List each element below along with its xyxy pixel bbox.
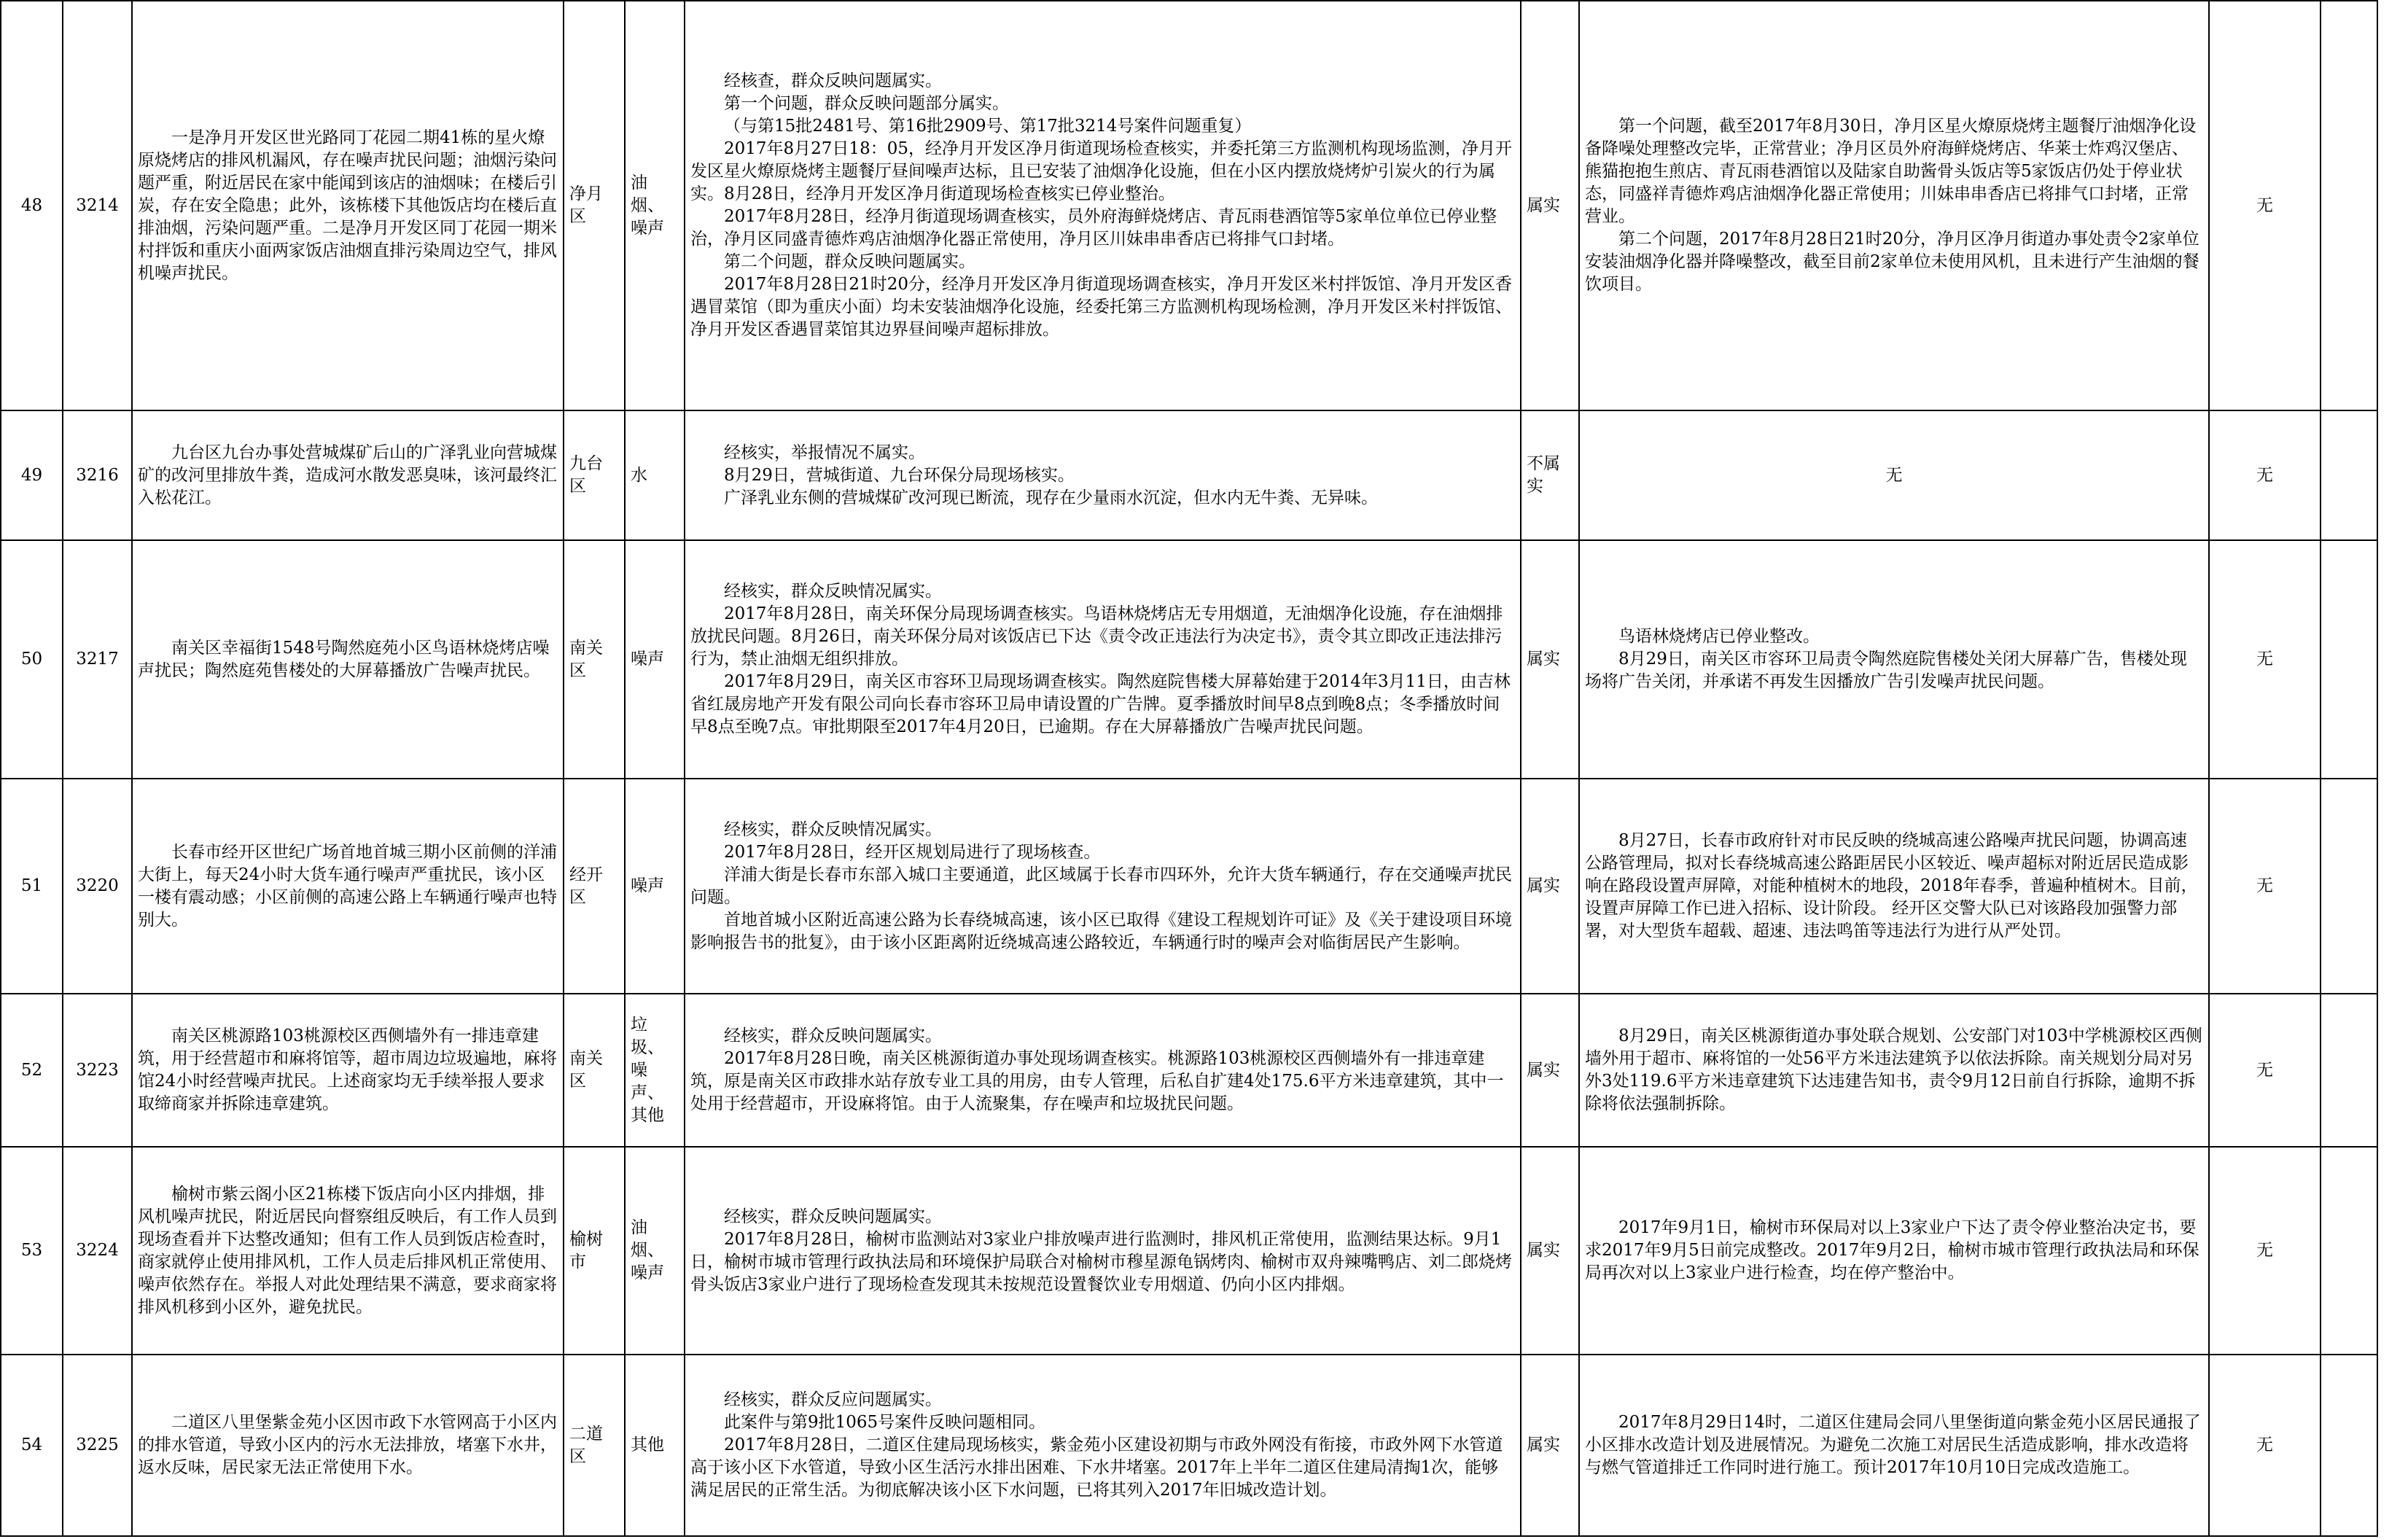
- handling-result: [1579, 1355, 2209, 1536]
- table-row: [1, 410, 2377, 540]
- remarks: [2321, 410, 2377, 540]
- verification-findings-paragraph: 第二个问题，群众反映问题属实。: [724, 252, 975, 271]
- verification-findings-paragraph: 经核查，群众反映问题属实。: [724, 71, 942, 90]
- case-id: 3224: [63, 1147, 132, 1355]
- handling-result-paragraph: 第二个问题，2017年8月28日21时20分，净月区净月街道办事处责令2家单位安装油烟净化器并降噪整改，截至目前2家单位未使用风机，且未进行产生油烟的餐饮项目。: [1585, 230, 2199, 294]
- verification-findings-paragraph: 2017年8月28日，二道区住建局现场核实，紫金苑小区建设初期与市政外网没有衔接，市政外网下水管道高于该小区下水管道，导致小区生活污水排出困难、下水井堵塞。2017年上半年二道区住建局清掏1次，能够满足居民的正常生活。为彻底解决该小区下水问题，已将其列入2017年旧城改造计划。: [690, 1435, 1503, 1500]
- verification-findings-paragraph: 经核实，群众反映情况属实。: [724, 819, 942, 839]
- verification-findings-paragraph: （与第15批2481号、第16批2909号、第17批3214号案件问题重复）: [724, 117, 1252, 136]
- verification-findings-paragraph: 2017年8月28日，经净月街道现场调查核实，员外府海鲜烧烤店、青瓦雨巷酒馆等5家单位单位已停业整治，净月区同盛青德炸鸡店油烟净化器正常使用，净月区川妹串串香店已将排气口封堵。: [690, 207, 1497, 249]
- verification-findings-paragraph: 首地首城小区附近高速公路为长春绕城高速，该小区已取得《建设工程规划许可证》及《关于建设项目环境影响报告书的批复》，由于该小区距离附近绕城高速公路较近，车辆通行时的噪声会对临街居民产生影响。: [690, 910, 1512, 952]
- case-id: 3216: [63, 410, 132, 540]
- verdict: 属实: [1521, 779, 1579, 994]
- complaint-text: [132, 994, 564, 1147]
- pollution-type: 其他: [625, 1355, 685, 1536]
- row-number: 53: [1, 1147, 63, 1355]
- table-row: [1, 540, 2377, 779]
- verification-findings: [685, 1, 1521, 410]
- verification-findings-paragraph: 广泽乳业东侧的营城煤矿改河现已断流，现存在少量雨水沉淀，但水内无牛粪、无异味。: [724, 488, 1378, 507]
- verdict: 属实: [1521, 1147, 1579, 1355]
- pollution-type: 噪声: [625, 540, 685, 779]
- verification-findings: [685, 994, 1521, 1147]
- accountability: 无: [2209, 994, 2321, 1147]
- district: 二道区: [564, 1355, 625, 1536]
- district: 经开区: [564, 779, 625, 994]
- case-id: 3214: [63, 1, 132, 410]
- remarks: [2321, 1147, 2377, 1355]
- complaint-text: [132, 779, 564, 994]
- complaint-paragraph: 九台区九台办事处营城煤矿后山的广泽乳业向营城煤矿的改河里排放牛粪，造成河水散发恶臭味，该河最终汇入松花江。: [138, 443, 557, 507]
- verification-findings-paragraph: 2017年8月28日，经开区规划局进行了现场核查。: [724, 842, 1101, 862]
- verification-findings-paragraph: 经核实，群众反映问题属实。: [724, 1026, 942, 1045]
- case-id: 3223: [63, 994, 132, 1147]
- complaint-paragraph: 二道区八里堡紫金苑小区因市政下水管网高于小区内的排水管道，导致小区内的污水无法排放，堵塞下水井，返水反味，居民家无法正常使用下水。: [138, 1413, 557, 1477]
- district: 九台区: [564, 410, 625, 540]
- verdict: 属实: [1521, 994, 1579, 1147]
- verification-findings-paragraph: 2017年8月29日，南关区市容环卫局现场调查核实。陶然庭院售楼大屏幕始建于2014年3月11日，由吉林省红晟房地产开发有限公司向长春市容环卫局申请设置的广告牌。夏季播放时间早8点到晚8点；冬季播放时间早8点至晚7点。审批期限至2017年4月20日，已逾期。存在大屏幕播放广告噪声扰民问题。: [690, 672, 1511, 736]
- complaint-paragraph: 南关区幸福街1548号陶然庭苑小区鸟语林烧烤店噪声扰民；陶然庭苑售楼处的大屏幕播放广告噪声扰民。: [138, 638, 550, 680]
- pollution-type: 水: [625, 410, 685, 540]
- complaint-text: [132, 1355, 564, 1536]
- verification-findings-paragraph: 2017年8月28日晚，南关区桃源街道办事处现场调查核实。桃源路103桃源校区西侧墙外有一排违章建筑，原是南关区市政排水站存放专业工具的用房，由专人管理，后私自扩建4处175.6平方米违章建筑，其中一处用于经营超市，开设麻将馆。由于人流聚集，存在噪声和垃圾扰民问题。: [690, 1049, 1504, 1113]
- handling-result-paragraph: 第一个问题，截至2017年8月30日，净月区星火燎原烧烤主题餐厅油烟净化设备降噪处理整改完毕，正常营业；净月区员外府海鲜烧烤店、华莱士炸鸡汉堡店、熊猫抱抱生煎店、青瓦雨巷酒馆以及陆家自助酱骨头饭店等5家饭店仍处于停业状态，同盛祥青德炸鸡店油烟净化器正常使用；川妹串串香店已将排气口封堵，正常营业。: [1585, 117, 2197, 226]
- row-number: 49: [1, 410, 63, 540]
- handling-result: [1579, 1, 2209, 410]
- case-id: 3225: [63, 1355, 132, 1536]
- complaint-paragraph: 榆树市紫云阁小区21栋楼下饭店向小区内排烟，排风机噪声扰民，附近居民向督察组反映后，有工作人员到现场查看并下达整改通知；但有工作人员到饭店检查时，商家就停止使用排风机，工作人员走后排风机正常使用、噪声依然存在。举报人对此处理结果不满意，要求商家将排风机移到小区外，避免扰民。: [138, 1184, 557, 1317]
- complaint-text: [132, 1, 564, 410]
- verification-findings-paragraph: 2017年8月28日，榆树市监测站对3家业户排放噪声进行监测时，排风机正常使用，监测结果达标。9月1日，榆树市城市管理行政执法局和环境保护局联合对榆树市穆星源龟锅烤肉、榆树市双舟辣嘴鸭店、刘二郎烧烤骨头饭店3家业户进行了现场检查发现其未按规范设置餐饮业专用烟道、仍向小区内排烟。: [690, 1229, 1512, 1294]
- verification-findings-paragraph: 此案件与第9批1065号案件反映问题相同。: [724, 1413, 1046, 1432]
- accountability: 无: [2209, 1355, 2321, 1536]
- handling-result-paragraph: 无: [1885, 465, 1903, 485]
- complaint-paragraph: 一是净月开发区世光路同丁花园二期41栋的星火燎原烧烤店的排风机漏风，存在噪声扰民问题；油烟污染问题严重，附近居民在家中能闻到该店的油烟味；在楼后引炭，存在安全隐患；此外，该栋楼下其他饭店均在楼后直排油烟，污染问题严重。二是净月开发区同丁花园一期米村拌饭和重庆小面两家饭店油烟直排污染周边空气，排风机噪声扰民。: [138, 128, 557, 283]
- remarks: [2321, 994, 2377, 1147]
- verification-findings: [685, 410, 1521, 540]
- case-id: 3220: [63, 779, 132, 994]
- accountability: 无: [2209, 1147, 2321, 1355]
- remarks: [2321, 540, 2377, 779]
- table-row: [1, 1147, 2377, 1355]
- handling-result-paragraph: 8月29日，南关区桃源街道办事处联合规划、公安部门对103中学桃源校区西侧墙外用于超市、麻将馆的一处56平方米违法建筑予以依法拆除。南关规划分局对另外3处119.6平方米违章建筑下达违建告知书，责令9月12日前自行拆除，逾期不拆除将依法强制拆除。: [1585, 1026, 2202, 1113]
- handling-result-paragraph: 2017年9月1日，榆树市环保局对以上3家业户下达了责令停业整治决定书，要求2017年9月5日前完成整改。2017年9月2日，榆树市城市管理行政执法局和环保局再次对以上3家业户进行检查，均在停产整治中。: [1585, 1218, 2199, 1282]
- row-number: 52: [1, 994, 63, 1147]
- verification-findings-paragraph: 2017年8月27日18：05，经净月开发区净月街道现场检查核实，并委托第三方监测机构现场监测，净月开发区星火燎原烧烤主题餐厅昼间噪声达标，且已安装了油烟净化设施，但在小区内摆放烧烤炉引炭火的行为属实。8月28日，经净月开发区净月街道现场检查核实已停业整治。: [690, 139, 1512, 203]
- remarks: [2321, 1355, 2377, 1536]
- handling-result-paragraph: 8月27日，长春市政府针对市民反映的绕城高速公路噪声扰民问题，协调高速公路管理局，拟对长春绕城高速公路距居民小区较近、噪声超标对附近居民造成影响在路段设置声屏障，对能种植树木的地段，2018年春季，普遍种植树木。目前，设置声屏障工作已进入招标、设计阶段。 经开区交警大队已对该路段加强警力部署，对大型货车超载、超速、违法鸣笛等违法行为进行从严处罚。: [1585, 831, 2198, 940]
- complaint-text: [132, 1147, 564, 1355]
- pollution-type: 噪声: [625, 779, 685, 994]
- verification-findings: [685, 540, 1521, 779]
- verification-findings-paragraph: 2017年8月28日，南关环保分局现场调查核实。鸟语林烧烤店无专用烟道，无油烟净化设施，存在油烟排放扰民问题。8月26日，南关环保分局对该饭店已下达《责令改正违法行为决定书》，责令其立即改正违法排污行为，禁止油烟无组织排放。: [690, 604, 1503, 669]
- complaint-text: [132, 540, 564, 779]
- case-id: 3217: [63, 540, 132, 779]
- handling-result-paragraph: 2017年8月29日14时，二道区住建局会同八里堡街道向紫金苑小区居民通报了小区排水改造计划及进展情况。为避免二次施工对居民生活造成影响，排水改造将与燃气管道排迁工作同时进行施工。预计2017年10月10日完成改造施工。: [1585, 1413, 2201, 1477]
- table-row: [1, 1355, 2377, 1536]
- verification-findings-paragraph: 经核实，群众反映情况属实。: [724, 582, 942, 601]
- accountability: 无: [2209, 540, 2321, 779]
- table-row: [1, 994, 2377, 1147]
- handling-result: [1579, 994, 2209, 1147]
- district: 南关区: [564, 540, 625, 779]
- verification-findings-paragraph: 经核实，举报情况不属实。: [724, 443, 925, 462]
- handling-result: [1579, 410, 2209, 540]
- accountability: 无: [2209, 779, 2321, 994]
- verdict: 属实: [1521, 1355, 1579, 1536]
- verdict: 不属实: [1521, 410, 1579, 540]
- row-number: 54: [1, 1355, 63, 1536]
- row-number: 51: [1, 779, 63, 994]
- handling-result: [1579, 779, 2209, 994]
- handling-result: [1579, 1147, 2209, 1355]
- row-number: 48: [1, 1, 63, 410]
- table-body: [1, 1, 2377, 1536]
- table-row: [1, 779, 2377, 994]
- complaint-paragraph: 南关区桃源路103桃源校区西侧墙外有一排违章建筑，用于经营超市和麻将馆等，超市周边垃圾遍地，麻将馆24小时经营噪声扰民。上述商家均无手续举报人要求取缔商家并拆除违章建筑。: [138, 1026, 557, 1113]
- verification-findings: [685, 779, 1521, 994]
- verdict: 属实: [1521, 540, 1579, 779]
- complaint-text: [132, 410, 564, 540]
- verification-findings-paragraph: 8月29日，营城街道、九台环保分局现场核实。: [724, 465, 1075, 485]
- district: 南关区: [564, 994, 625, 1147]
- pollution-type: 垃圾、噪声、其他: [625, 994, 685, 1147]
- verification-findings-paragraph: 洋浦大街是长春市东部入城口主要通道，此区域属于长春市四环外，允许大货车辆通行，存在交通噪声扰民问题。: [690, 865, 1512, 907]
- table-row: [1, 1, 2377, 410]
- verification-findings: [685, 1355, 1521, 1536]
- verification-findings-paragraph: 经核实，群众反应问题属实。: [724, 1390, 942, 1409]
- handling-result-paragraph: 鸟语林烧烤店已停业整改。: [1618, 627, 1820, 646]
- remarks: [2321, 779, 2377, 994]
- handling-result-paragraph: 8月29日，南关区市容环卫局责令陶然庭院售楼处关闭大屏幕广告，售楼处现场将广告关闭，并承诺不再发生因播放广告引发噪声扰民问题。: [1585, 650, 2187, 691]
- verification-findings: [685, 1147, 1521, 1355]
- handling-result: [1579, 540, 2209, 779]
- district: 榆树市: [564, 1147, 625, 1355]
- accountability: 无: [2209, 1, 2321, 410]
- verification-findings-paragraph: 2017年8月28日21时20分，经净月开发区净月街道现场调查核实，净月开发区米村拌饭馆、净月开发区香遇冒菜馆（即为重庆小面）均未安装油烟净化设施，经委托第三方监测机构现场检测，净月开发区米村拌饭馆、净月开发区香遇冒菜馆其边界昼间噪声超标排放。: [690, 275, 1512, 339]
- accountability: 无: [2209, 410, 2321, 540]
- complaint-paragraph: 长春市经开区世纪广场首地首城三期小区前侧的洋浦大街上，每天24小时大货车通行噪声严重扰民，该小区一楼有震动感；小区前侧的高速公路上车辆通行噪声也特别大。: [138, 842, 557, 930]
- row-number: 50: [1, 540, 63, 779]
- verification-findings-paragraph: 第一个问题，群众反映问题部分属实。: [724, 94, 1009, 113]
- pollution-type: 油烟、噪声: [625, 1147, 685, 1355]
- district: 净月区: [564, 1, 625, 410]
- remarks: [2321, 1, 2377, 410]
- verification-findings-paragraph: 经核实，群众反映问题属实。: [724, 1207, 942, 1226]
- verdict: 属实: [1521, 1, 1579, 410]
- pollution-type: 油烟、噪声: [625, 1, 685, 410]
